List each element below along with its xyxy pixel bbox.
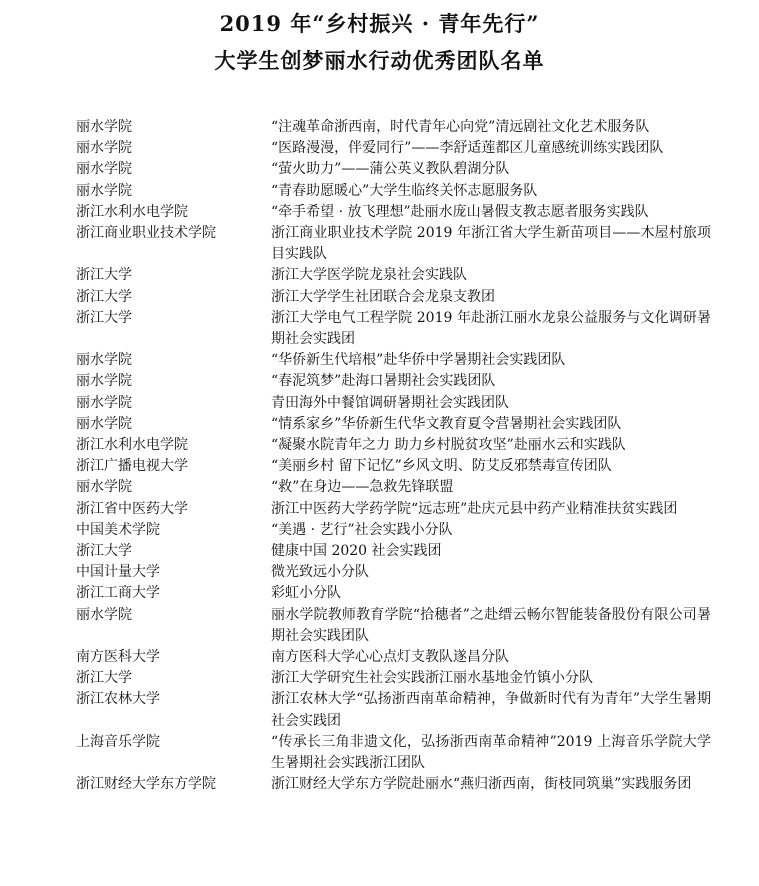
- team-name: 浙江大学学生社团联合会龙泉支教团: [271, 288, 495, 305]
- list-item: [0, 202, 759, 223]
- school-name: 丽水学院: [76, 394, 132, 411]
- team-name: 浙江农林大学“弘扬浙西南革命精神，争做新时代有为青年”大学生暑期社会实践团: [271, 691, 711, 729]
- school-name: 浙江大学: [76, 288, 132, 305]
- team-name: 微光致远小分队: [271, 564, 369, 581]
- list-item: [0, 689, 759, 731]
- list-item: [0, 393, 759, 414]
- school-name: 丽水学院: [76, 182, 132, 199]
- team-name: 浙江财经大学东方学院赴丽水“燕归浙西南，街枝同筑巢”实践服务团: [271, 776, 692, 793]
- team-name: 浙江大学医学院龙泉社会实践队: [271, 267, 467, 284]
- list-item: [0, 223, 759, 265]
- team-name: 健康中国 2020 社会实践团: [271, 543, 442, 560]
- list-item: [0, 668, 759, 689]
- school-name: 浙江大学: [76, 543, 132, 560]
- team-name: 青田海外中餐馆调研暑期社会实践团队: [271, 394, 509, 411]
- school-name: 浙江大学: [76, 267, 132, 284]
- team-name: 浙江中医药大学药学院“远志班”赴庆元县中药产业精准扶贫实践团: [271, 500, 678, 517]
- team-name: 南方医科大学心心点灯支教队遂昌分队: [271, 649, 509, 666]
- team-name: 浙江商业职业技术学院 2019 年浙江省大学生新苗项目——木屋村旅项目实践队: [271, 225, 711, 263]
- list-item: [0, 520, 759, 541]
- school-name: 丽水学院: [76, 161, 132, 178]
- team-name: “春泥筑梦”赴海口暑期社会实践团队: [271, 373, 496, 390]
- team-name: 浙江大学电气工程学院 2019 年赴浙江丽水龙泉公益服务与文化调研暑期社会实践团: [271, 309, 711, 348]
- team-name: “传承长三角非遗文化，弘扬浙西南革命精神”2019 上海音乐学院大学生暑期社会实践浙江团队: [271, 733, 711, 772]
- list-item: [0, 477, 759, 498]
- list-item: [0, 774, 759, 795]
- school-name: 浙江工商大学: [76, 585, 160, 602]
- team-list: [0, 117, 759, 796]
- page-title-line-2: 大学生创梦丽水行动优秀团队名单: [214, 48, 545, 73]
- list-item: [0, 732, 759, 774]
- list-item: [0, 583, 759, 604]
- team-name: “美丽乡村 留下记忆”乡风文明、防艾反邪禁毒宣传团队: [271, 458, 612, 475]
- school-name: 浙江广播电视大学: [76, 458, 188, 475]
- list-item: [0, 647, 759, 668]
- team-name: 丽水学院教师教育学院“拾穗者”之赴缙云畅尔智能装备股份有限公司暑期社会实践团队: [271, 606, 711, 644]
- team-name: “美遇 · 艺行”社会实践小分队: [271, 521, 453, 538]
- team-name: “牵手希望 · 放飞理想”赴丽水庞山暑假支教志愿者服务实践队: [271, 203, 649, 220]
- team-name: “救”在身边——急救先锋联盟: [271, 479, 454, 496]
- team-name: 彩虹小分队: [271, 585, 341, 602]
- list-item: [0, 499, 759, 520]
- school-name: 丽水学院: [76, 373, 132, 390]
- list-item: [0, 265, 759, 286]
- list-item: [0, 456, 759, 477]
- school-name: 浙江大学: [76, 309, 132, 326]
- list-item: [0, 287, 759, 308]
- school-name: 浙江财经大学东方学院: [76, 776, 216, 793]
- team-name: “华侨新生代培根”赴华侨中学暑期社会实践团队: [271, 352, 566, 369]
- school-name: 浙江水利水电学院: [76, 437, 188, 454]
- school-name: 丽水学院: [76, 119, 132, 135]
- school-name: 中国计量大学: [76, 564, 160, 581]
- list-item: [0, 414, 759, 435]
- school-name: 中国美术学院: [76, 521, 160, 538]
- list-item: [0, 435, 759, 456]
- school-name: 丽水学院: [76, 479, 132, 496]
- list-item: [0, 350, 759, 371]
- school-name: 丽水学院: [76, 606, 132, 623]
- list-item: [0, 371, 759, 392]
- list-item: [0, 541, 759, 562]
- list-item: [0, 181, 759, 202]
- school-name: 浙江大学: [76, 670, 132, 687]
- team-name: “萤火助力”——蒲公英义教队碧湖分队: [271, 161, 510, 178]
- team-name: 浙江大学研究生社会实践浙江丽水基地金竹镇小分队: [271, 670, 593, 687]
- list-item: [0, 605, 759, 647]
- list-item: [0, 117, 759, 138]
- team-name: “注魂革命浙西南，时代青年心向党”清远剧社文化艺术服务队: [271, 119, 650, 135]
- school-name: 上海音乐学院: [76, 733, 160, 750]
- list-item: [0, 138, 759, 159]
- page-title-line-1: 2019 年“乡村振兴 · 青年先行”: [219, 11, 540, 36]
- list-item: [0, 159, 759, 180]
- team-name: “凝聚水院青年之力 助力乡村脱贫攻坚”赴丽水云和实践队: [271, 437, 626, 454]
- school-name: 浙江省中医药大学: [76, 500, 188, 517]
- school-name: 丽水学院: [76, 415, 132, 432]
- team-name: “医路漫漫，伴爱同行”——李舒适莲都区儿童感统训练实践团队: [271, 140, 664, 157]
- school-name: 南方医科大学: [76, 649, 160, 666]
- team-name: “青春助愿暖心”大学生临终关怀志愿服务队: [271, 182, 538, 199]
- school-name: 丽水学院: [76, 140, 132, 157]
- school-name: 浙江商业职业技术学院: [76, 225, 216, 242]
- team-name: “情系家乡”华侨新生代华文教育夏令营暑期社会实践团队: [271, 415, 622, 432]
- school-name: 丽水学院: [76, 352, 132, 369]
- list-item: [0, 562, 759, 583]
- list-item: [0, 308, 759, 350]
- school-name: 浙江水利水电学院: [76, 203, 188, 220]
- school-name: 浙江农林大学: [76, 691, 160, 708]
